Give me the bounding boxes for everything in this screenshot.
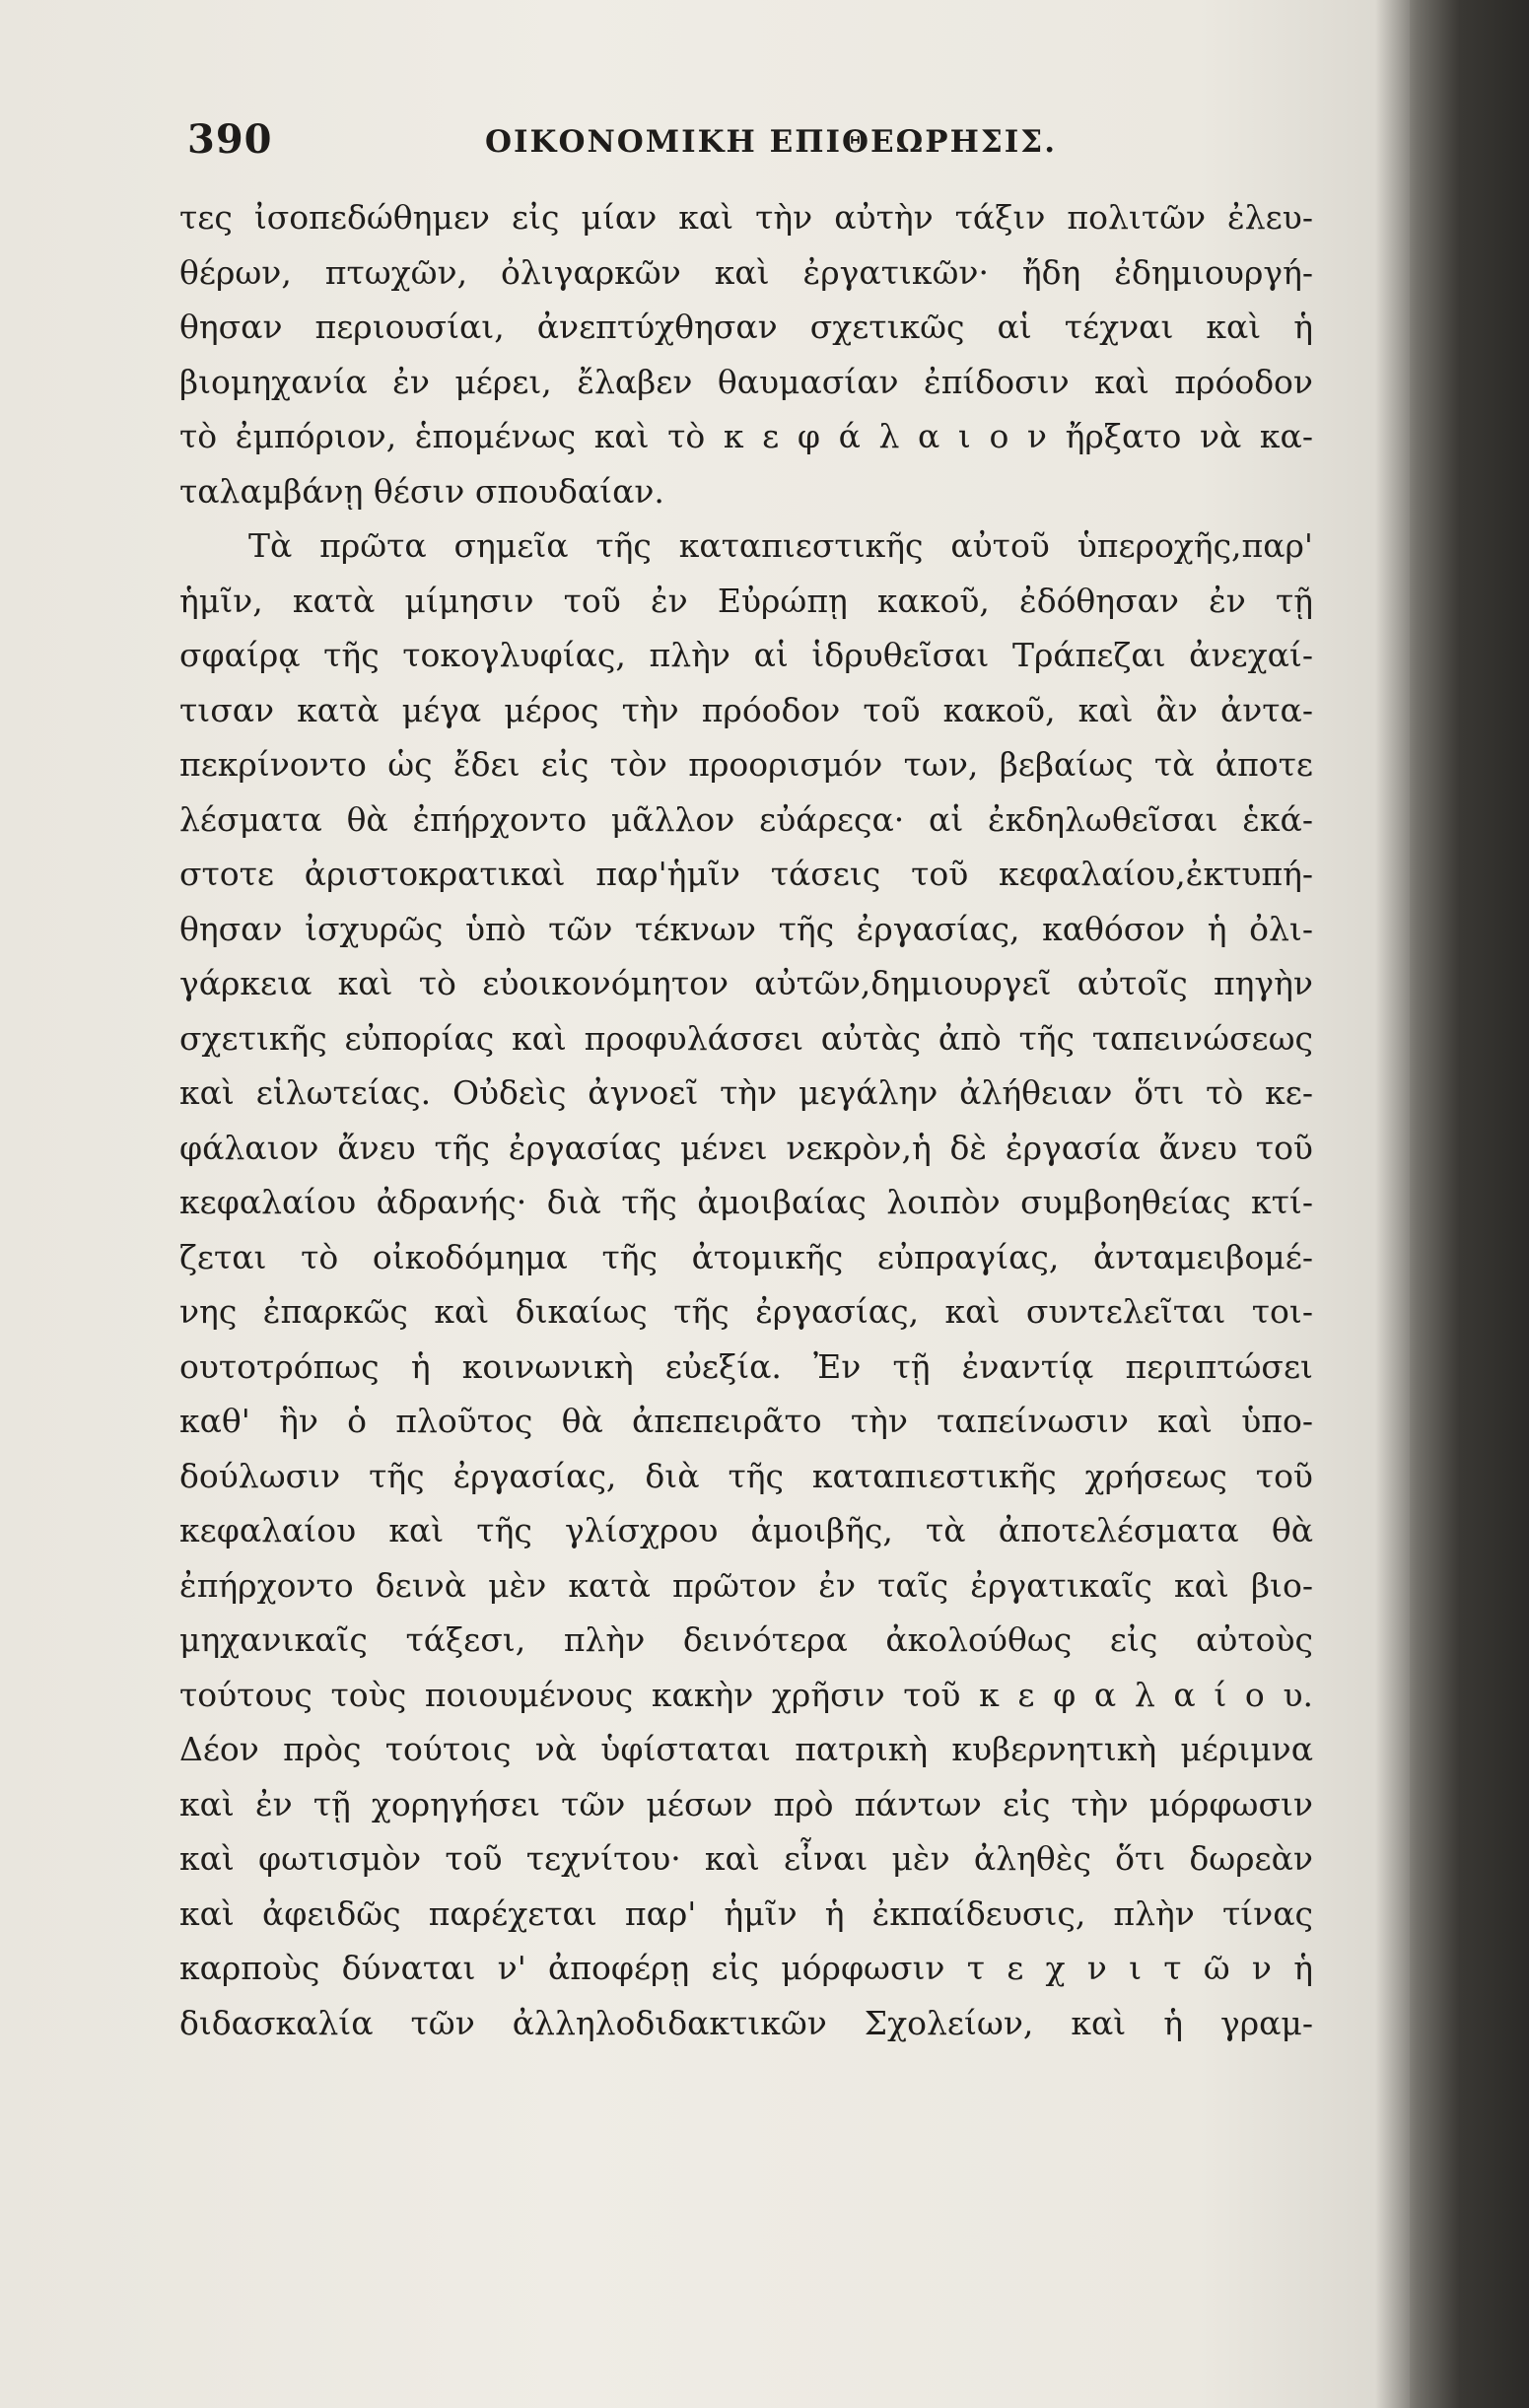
text-line: θησαν περιουσίαι, ἀνεπτύχθησαν σχετικῶς αἱ τέχναι καὶ ἡ [179, 308, 1313, 346]
text-line: δούλωσιν τῆς ἐργασίας, διὰ τῆς καταπιεστικῆς χρήσεως τοῦ [179, 1456, 1313, 1495]
text-line: ζεται τὸ οἰκοδόμημα τῆς ἀτομικῆς εὐπραγίας, ἀνταμειβομέ- [179, 1237, 1313, 1276]
text-line: καὶ εἱλωτείας. Οὐδεὶς ἀγνοεῖ τὴν μεγάλην ἀλήθειαν ὅτι τὸ κε- [179, 1073, 1313, 1112]
text-line: ἐπήρχοντο δεινὰ μὲν κατὰ πρῶτον ἐν ταῖς ἐργατικαῖς καὶ βιο- [179, 1565, 1313, 1605]
text-line: καὶ ἐν τῇ χορηγήσει τῶν μέσων πρὸ πάντων εἰς τὴν μόρφωσιν [179, 1784, 1313, 1823]
text-line: ουτοτρόπως ἡ κοινωνικὴ εὐεξία. Ἐν τῇ ἐναντίᾳ περιπτώσει [179, 1346, 1313, 1386]
text-line: τισαν κατὰ μέγα μέρος τὴν πρόοδον τοῦ κακοῦ, καὶ ἂν ἀντα- [179, 690, 1313, 729]
text-line: λέσματα θὰ ἐπήρχοντο μᾶλλον εὐάρεςα· αἱ ἐκδηλωθεῖσαι ἑκά- [179, 799, 1313, 839]
text-line: σφαίρᾳ τῆς τοκογλυφίας, πλὴν αἱ ἱδρυθεῖσαι Τράπεζαι ἀνεχαί- [179, 636, 1313, 674]
text-line: καὶ ἀφειδῶς παρέχεται παρ' ἡμῖν ἡ ἐκπαίδευσις, πλὴν τίνας [179, 1893, 1313, 1933]
text-line: κεφαλαίου καὶ τῆς γλίσχρου ἀμοιβῆς, τὰ ἀποτελέσματα θὰ [179, 1511, 1313, 1549]
body-text [179, 190, 1313, 2050]
text-line: γάρκεια καὶ τὸ εὐοικονόμητον αὐτῶν,δημιουργεῖ αὐτοῖς πηγὴν [179, 964, 1313, 1002]
page-number: 390 [187, 116, 273, 163]
text-line: σχετικῆς εὐπορίας καὶ προφυλάσσει αὐτὰς ἀπὸ τῆς ταπεινώσεως [179, 1018, 1313, 1058]
text-line: καὶ φωτισμὸν τοῦ τεχνίτου· καὶ εἶναι μὲν ἀληθὲς ὅτι δωρεὰν [179, 1839, 1313, 1878]
text-line: καρποὺς δύναται ν' ἀποφέρῃ εἰς μόρφωσιν τ ε χ ν ι τ ῶ ν ἡ [179, 1949, 1313, 1987]
text-line: διδασκαλία τῶν ἀλληλοδιδακτικῶν Σχολείων, καὶ ἡ γραμ- [179, 2003, 1313, 2042]
text-line: θέρων, πτωχῶν, ὀλιγαρκῶν καὶ ἐργατικῶν· ἤδη ἐδημιουργή- [179, 252, 1313, 292]
text-line: ἡμῖν, κατὰ μίμησιν τοῦ ἐν Εὐρώπῃ κακοῦ, ἐδόθησαν ἐν τῇ [179, 581, 1313, 620]
text-line: Δέον πρὸς τούτοις νὰ ὑφίσταται πατρικὴ κυβερνητικὴ μέριμνα [179, 1730, 1313, 1768]
text-line: τες ἰσοπεδώθημεν εἰς μίαν καὶ τὴν αὐτὴν τάξιν πολιτῶν ἐλευ- [179, 198, 1313, 237]
text-line: μηχανικαῖς τάξεσι, πλὴν δεινότερα ἀκολούθως εἰς αὐτοὺς [179, 1620, 1313, 1659]
text-line: τούτους τοὺς ποιουμένους κακὴν χρῆσιν τοῦ κ ε φ α λ α ί ο υ. [179, 1675, 1313, 1714]
text-line: βιομηχανία ἐν μέρει, ἔλαβεν θαυμασίαν ἐπίδοσιν καὶ πρόοδον [179, 362, 1313, 401]
page-header [179, 116, 1313, 175]
text-line: ταλαμβάνῃ θέσιν σπουδαίαν. [179, 471, 664, 511]
text-line: στοτε ἀριστοκρατικαὶ παρ'ἡμῖν τάσεις τοῦ κεφαλαίου,ἐκτυπή- [179, 855, 1313, 893]
running-head: ΟΙΚΟΝΟΜΙΚΗ ΕΠΙΘΕΩΡΗΣΙΣ. [485, 124, 1057, 160]
text-line: νης ἐπαρκῶς καὶ δικαίως τῆς ἐργασίας, καὶ συντελεῖται τοι- [179, 1292, 1313, 1331]
text-line: πεκρίνοντο ὡς ἔδει εἰς τὸν προορισμόν των, βεβαίως τὰ ἀποτε [179, 745, 1313, 784]
text-line: καθ' ἣν ὁ πλοῦτος θὰ ἀπεπειρᾶτο τὴν ταπείνωσιν καὶ ὑπο- [179, 1402, 1313, 1440]
book-spine-shadow [1375, 0, 1529, 2408]
paragraph-start-line: Τὰ πρῶτα σημεῖα τῆς καταπιεστικῆς αὐτοῦ ὑπεροχῆς,παρ' [248, 526, 1313, 565]
text-line: τὸ ἐμπόριον, ἑπομένως καὶ τὸ κ ε φ ά λ α ι ο ν ἤρξατο νὰ κα- [179, 417, 1313, 455]
text-line: φάλαιον ἄνευ τῆς ἐργασίας μένει νεκρὸν,ἡ δὲ ἐργασία ἄνευ τοῦ [179, 1128, 1313, 1167]
text-line: κεφαλαίου ἀδρανής· διὰ τῆς ἀμοιβαίας λοιπὸν συμβοηθείας κτί- [179, 1183, 1313, 1221]
text-line: θησαν ἰσχυρῶς ὑπὸ τῶν τέκνων τῆς ἐργασίας, καθόσον ἡ ὀλι- [179, 909, 1313, 948]
